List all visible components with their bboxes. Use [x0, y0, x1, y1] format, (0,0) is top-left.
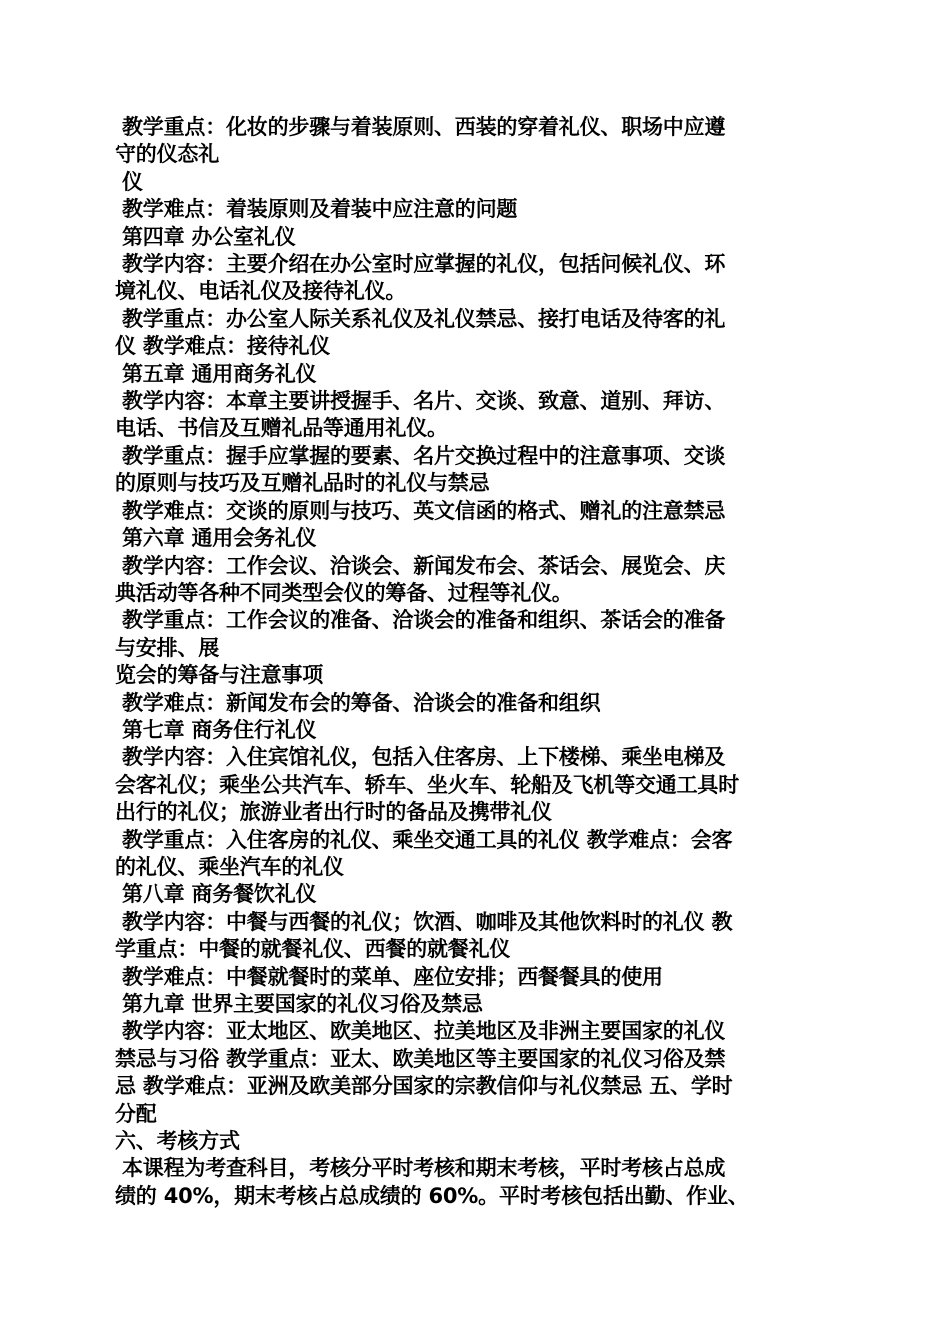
text-line: 第六章 通用会务礼仪 [122, 526, 317, 551]
text-line: 的原则与技巧及互赠礼品时的礼仪与禁忌 [115, 471, 490, 496]
text-line: 教学难点：着装原则及着装中应注意的问题 [122, 197, 518, 222]
text-line: 第五章 通用商务礼仪 [122, 361, 317, 386]
text-line: 教学内容：本章主要讲授握手、名片、交谈、致意、道别、拜访、 [122, 389, 726, 414]
text-line: 绩的 40%，期末考核占总成绩的 60%。平时考核包括出勤、作业、 [115, 1183, 749, 1208]
text-line: 教学内容：中餐与西餐的礼仪；饮酒、咖啡及其他饮料时的礼仪 教 [122, 909, 733, 934]
text-line: 出行的礼仪；旅游业者出行时的备品及携带礼仪 [115, 800, 552, 825]
text-line: 教学内容：入住宾馆礼仪，包括入住客房、上下楼梯、乘坐电梯及 [122, 745, 726, 770]
text-line: 守的仪态礼 [115, 142, 219, 167]
text-line: 教学难点：交谈的原则与技巧、英文信函的格式、赠礼的注意禁忌 [122, 498, 726, 523]
text-line: 教学难点：中餐就餐时的菜单、座位安排；西餐餐具的使用 [122, 964, 663, 989]
text-line: 教学重点：工作会议的准备、洽谈会的准备和组织、茶话会的准备 [122, 608, 726, 633]
text-line: 会客礼仪；乘坐公共汽车、轿车、坐火车、轮船及飞机等交通工具时 [115, 772, 739, 797]
text-line: 与安排、展 [115, 635, 219, 660]
document-page [115, 114, 835, 1210]
text-line: 第七章 商务住行礼仪 [122, 717, 317, 742]
text-line: 教学重点：化妆的步骤与着装原则、西装的穿着礼仪、职场中应遵 [122, 115, 726, 139]
text-line: 第九章 世界主要国家的礼仪习俗及禁忌 [122, 992, 483, 1016]
text-line: 仪 [122, 169, 143, 194]
text-line: 分配 [115, 1101, 157, 1126]
text-line: 六、考核方式 [115, 1129, 240, 1154]
text-line: 教学内容：亚太地区、欧美地区、拉美地区及非洲主要国家的礼仪 [122, 1019, 726, 1044]
text-line: 教学内容：主要介绍在办公室时应掌握的礼仪，包括问候礼仪、环 [122, 252, 726, 277]
text-line: 第四章 办公室礼仪 [122, 224, 296, 249]
text-line: 教学重点：握手应掌握的要素、名片交换过程中的注意事项、交谈 [122, 443, 726, 468]
text-line: 典活动等各种不同类型会仪的筹备、过程等礼仪。 [115, 580, 573, 605]
text-line: 教学难点：新闻发布会的筹备、洽谈会的准备和组织 [122, 690, 601, 715]
text-line: 仪 教学难点：接待礼仪 [115, 334, 331, 359]
text-line: 的礼仪、乘坐汽车的礼仪 [115, 854, 344, 879]
text-line: 禁忌与习俗 教学重点：亚太、欧美地区等主要国家的礼仪习俗及禁 [115, 1046, 726, 1071]
text-line: 教学重点：办公室人际关系礼仪及礼仪禁忌、接打电话及待客的礼 [122, 306, 726, 331]
text-line: 境礼仪、电话礼仪及接待礼仪。 [115, 279, 407, 304]
text-line: 忌 教学难点：亚洲及欧美部分国家的宗教信仰与礼仪禁忌 五、学时 [115, 1074, 733, 1099]
text-line: 第八章 商务餐饮礼仪 [122, 882, 317, 907]
text-line: 览会的筹备与注意事项 [115, 663, 323, 688]
text-line: 学重点：中餐的就餐礼仪、西餐的就餐礼仪 [115, 937, 511, 962]
text-line: 教学重点：入住客房的礼仪、乘坐交通工具的礼仪 教学难点：会客 [122, 827, 733, 852]
text-line: 教学内容：工作会议、洽谈会、新闻发布会、茶话会、展览会、庆 [122, 553, 726, 578]
text-line: 电话、书信及互赠礼品等通用礼仪。 [115, 416, 448, 441]
text-line: 本课程为考查科目，考核分平时考核和期末考核，平时考核占总成 [122, 1156, 726, 1181]
